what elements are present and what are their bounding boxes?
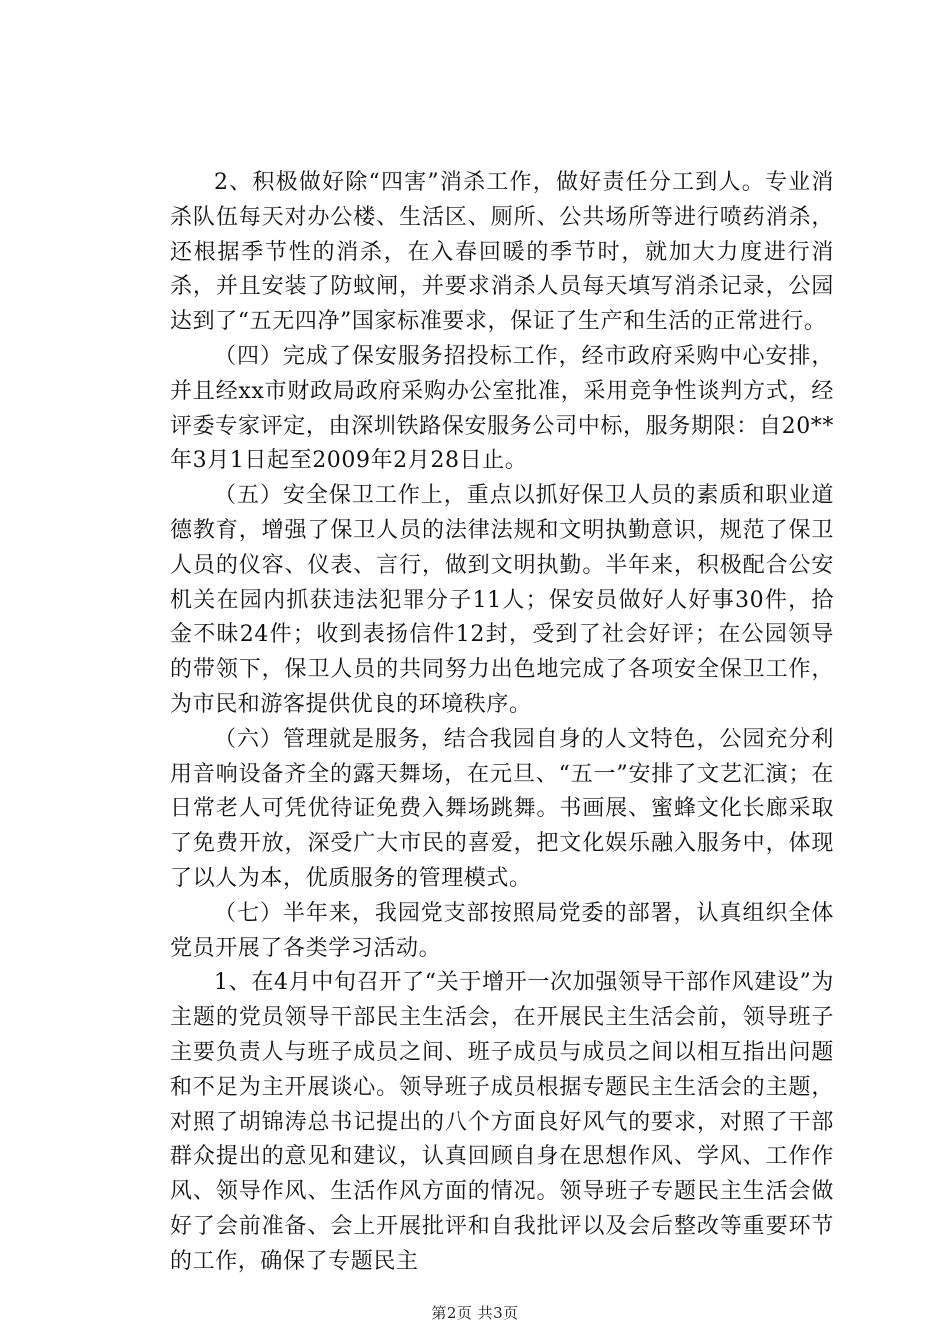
paragraph-management-service: （六）管理就是服务，结合我园自身的人文特色，公园充分利用音响设备齐全的露天舞场，在元旦、“五一”安排了文艺汇演；在日常老人可凭优待证免费入舞场跳舞。书画展、蜜蜂文化长廊采取了免费开放，深受广大市民的喜爱，把文化娱乐融入服务中，体现了以人为本，优质服务的管理模式。 <box>170 726 834 891</box>
paragraph-disinfection: 2、积极做好除“四害”消杀工作，做好责任分工到人。专业消杀队伍每天对办公楼、生活区、厕所、公共场所等进行喷药消杀，还根据季节性的消杀，在入春回暖的季节时，就加大力度进行消杀，并且安装了防蚊闸，并要求消杀人员每天填写消杀记录，公园达到了“五无四净”国家标准要求，保证了生产和生活的正常进行。 <box>170 170 834 335</box>
page-number-footer: 第2页 共3页 <box>431 1304 519 1322</box>
paragraph-safety-guard: （五）安全保卫工作上，重点以抓好保卫人员的素质和职业道德教育，增强了保卫人员的法律法规和文明执勤意识，规范了保卫人员的仪容、仪表、言行，做到文明执勤。半年来，积极配合公安机关在园内抓获违法犯罪分子11人；保安员做好人好事30件，拾金不昧24件；收到表扬信件12封，受到了社会好评；在公园领导的带领下，保卫人员的共同努力出色地完成了各项安全保卫工作，为市民和游客提供优良的环境秩序。 <box>170 483 834 717</box>
paragraph-security-tender: （四）完成了保安服务招投标工作，经市政府采购中心安排，并且经xx市财政局政府采购办公室批准，采用竞争性谈判方式，经评委专家评定，由深圳铁路保安服务公司中标，服务期限：自20**年3月1日起至2009年2月28日止。 <box>170 343 834 474</box>
document-body <box>170 166 834 1280</box>
paragraph-democratic-meeting: 1、在4月中旬召开了“关于增开一次加强领导干部作风建设”为主题的党员领导干部民主生活会，在开展民主生活会前，领导班子主要负责人与班子成员之间、班子成员与成员之间以相互指出问题和不足为主开展谈心。领导班子成员根据专题民主生活会的主题，对照了胡锦涛总书记提出的八个方面良好风气的要求，对照了干部群众提出的意见和建议，认真回顾自身在思想作风、学风、工作作风、领导作风、生活作风方面的情况。领导班子专题民主生活会做好了会前准备、会上开展批评和自我批评以及会后整改等重要环节的工作，确保了专题民主 <box>170 970 834 1274</box>
paragraph-party-branch: （七）半年来，我园党支部按照局党委的部署，认真组织全体党员开展了各类学习活动。 <box>170 900 834 961</box>
